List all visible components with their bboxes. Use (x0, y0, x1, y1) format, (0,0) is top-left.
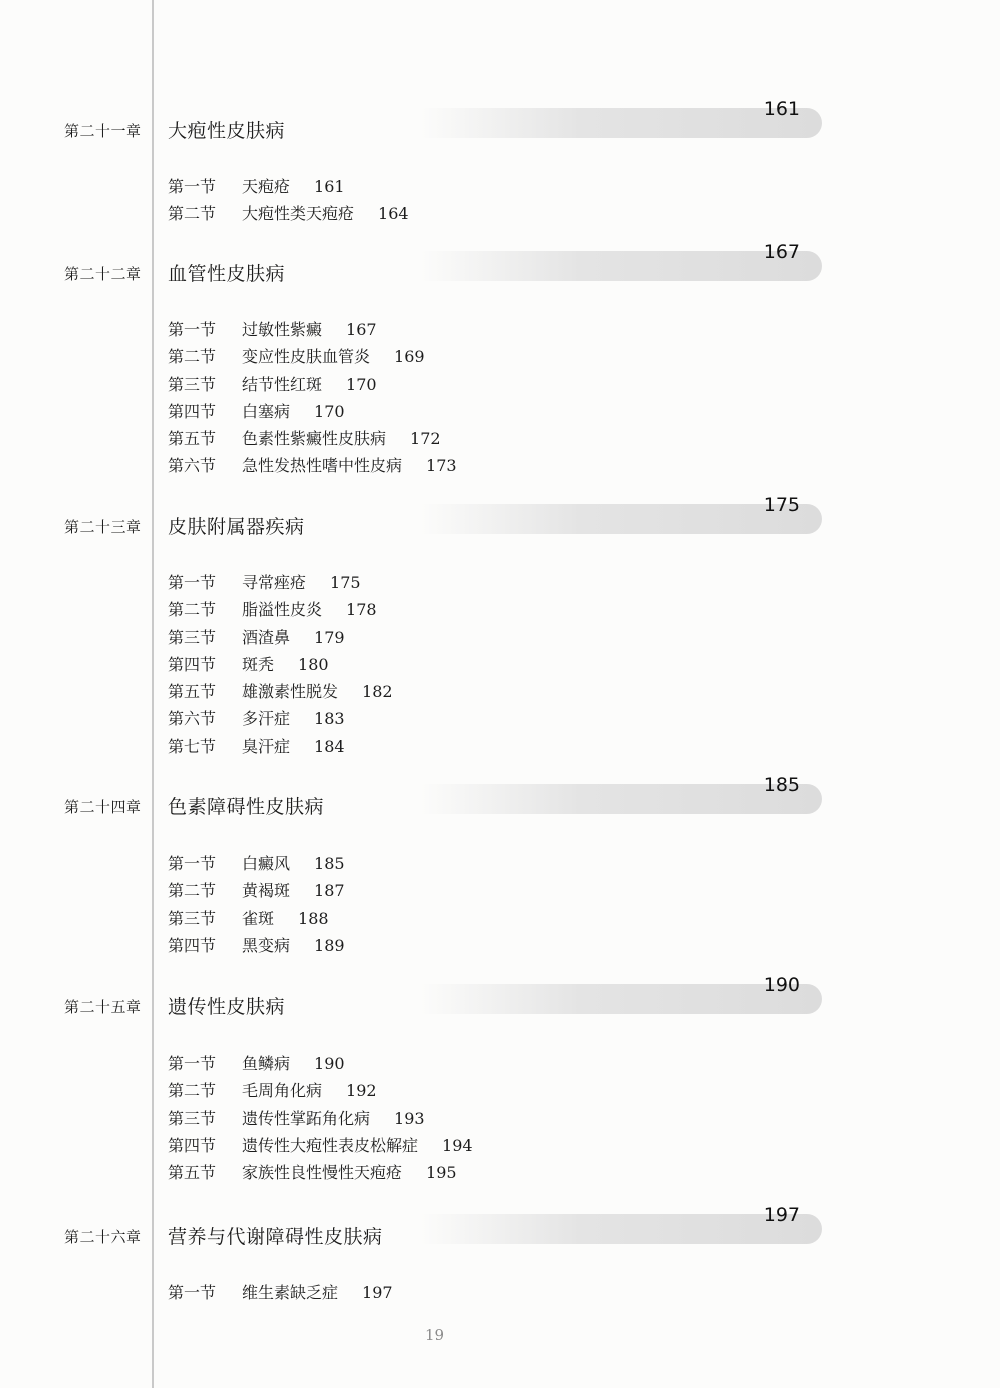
section-page-number: 182 (362, 682, 393, 702)
section-page-number: 161 (314, 177, 345, 196)
chapter-number: 第二十六章 (64, 1228, 142, 1246)
section-label: 第五节 (168, 429, 217, 449)
section-label: 第一节 (168, 1054, 217, 1073)
section-entry[interactable] (168, 176, 409, 203)
section-page-number: 185 (314, 854, 345, 873)
section-entry[interactable] (168, 401, 457, 428)
section-entry[interactable] (168, 455, 457, 482)
section-label: 第五节 (168, 1163, 217, 1183)
section-entry[interactable] (168, 1080, 473, 1107)
chapter-page-bar (420, 974, 822, 1014)
section-entry[interactable] (168, 708, 393, 735)
chapter-number: 第二十一章 (64, 122, 142, 140)
section-entry[interactable] (168, 935, 345, 962)
section-label: 第二节 (168, 204, 217, 224)
section-label: 第四节 (168, 401, 217, 421)
section-page-number: 189 (314, 935, 345, 955)
section-list (168, 853, 345, 962)
chapter-page-number[interactable]: 185 (763, 774, 800, 796)
chapter-title[interactable]: 色素障碍性皮肤病 (168, 796, 325, 818)
section-title: 遗传性大疱性表皮松解症 (242, 1135, 419, 1155)
section-entry[interactable] (168, 1282, 393, 1309)
section-entry[interactable] (168, 736, 393, 763)
section-title: 变应性皮肤血管炎 (242, 347, 371, 367)
section-title: 多汗症 (242, 709, 291, 729)
section-page-number: 195 (426, 1163, 457, 1183)
chapter-number: 第二十四章 (64, 798, 142, 816)
section-list (168, 319, 457, 483)
section-page-number: 187 (314, 881, 345, 901)
vertical-rule (152, 0, 154, 1388)
section-page-number: 183 (314, 709, 345, 729)
section-label: 第二节 (168, 881, 217, 901)
section-page-number: 178 (346, 600, 377, 620)
section-label: 第一节 (168, 573, 217, 592)
section-label: 第三节 (168, 374, 217, 394)
chapter-page-bar (420, 1204, 822, 1244)
section-list (168, 176, 409, 231)
section-label: 第一节 (168, 854, 217, 873)
section-entry[interactable] (168, 1135, 473, 1162)
section-entry[interactable] (168, 374, 457, 401)
section-entry[interactable] (168, 1108, 473, 1135)
section-label: 第二节 (168, 1081, 217, 1101)
section-list (168, 1053, 473, 1189)
chapter-number: 第二十五章 (64, 998, 142, 1016)
section-title: 脂溢性皮炎 (242, 600, 323, 620)
section-title: 过敏性紫癜 (242, 320, 323, 339)
section-page-number: 169 (394, 347, 425, 367)
section-label: 第四节 (168, 935, 217, 955)
section-page-number: 188 (298, 908, 329, 928)
section-entry[interactable] (168, 880, 345, 907)
chapter-page-bar (420, 774, 822, 814)
section-label: 第七节 (168, 736, 217, 756)
section-entry[interactable] (168, 428, 457, 455)
section-page-number: 180 (298, 654, 329, 674)
section-page-number: 192 (346, 1081, 377, 1101)
section-title: 白塞病 (242, 401, 291, 421)
section-title: 白癜风 (242, 854, 291, 873)
section-title: 雀斑 (242, 908, 275, 928)
chapter-title[interactable]: 大疱性皮肤病 (168, 120, 286, 142)
section-title: 鱼鳞病 (242, 1054, 291, 1073)
section-entry[interactable] (168, 1053, 473, 1080)
chapter-page-number[interactable]: 197 (763, 1204, 800, 1226)
chapter-number: 第二十三章 (64, 518, 142, 536)
chapter-number: 第二十二章 (64, 265, 142, 283)
chapter-page-bar (420, 494, 822, 534)
section-page-number: 167 (346, 320, 377, 339)
chapter-page-number[interactable]: 161 (763, 98, 800, 120)
chapter-title[interactable]: 皮肤附属器疾病 (168, 516, 305, 538)
section-title: 黄褐斑 (242, 881, 291, 901)
section-title: 酒渣鼻 (242, 627, 291, 647)
section-label: 第三节 (168, 908, 217, 928)
section-entry[interactable] (168, 627, 393, 654)
section-list (168, 1282, 393, 1309)
section-title: 遗传性掌跖角化病 (242, 1108, 371, 1128)
section-page-number: 173 (426, 456, 457, 476)
section-page-number: 172 (410, 429, 441, 449)
section-page-number: 164 (378, 204, 409, 224)
section-label: 第四节 (168, 1135, 217, 1155)
section-list (168, 572, 393, 763)
section-page-number: 194 (442, 1135, 473, 1155)
chapter-page-bar (420, 98, 822, 138)
section-label: 第六节 (168, 709, 217, 729)
section-entry[interactable] (168, 654, 393, 681)
section-page-number: 175 (330, 573, 361, 592)
section-page-number: 179 (314, 627, 345, 647)
page-folio: 19 (425, 1326, 445, 1344)
section-title: 寻常痤疮 (242, 573, 307, 592)
section-label: 第一节 (168, 1283, 217, 1302)
section-page-number: 190 (314, 1054, 345, 1073)
section-entry[interactable] (168, 599, 393, 626)
section-page-number: 170 (346, 374, 377, 394)
chapter-page-number[interactable]: 175 (763, 494, 800, 516)
section-entry[interactable] (168, 572, 393, 599)
section-title: 斑秃 (242, 654, 275, 674)
section-label: 第二节 (168, 347, 217, 367)
section-page-number: 184 (314, 736, 345, 756)
chapter-title[interactable]: 营养与代谢障碍性皮肤病 (168, 1226, 383, 1248)
chapter-page-number[interactable]: 167 (763, 241, 800, 263)
section-title: 毛周角化病 (242, 1081, 323, 1101)
section-label: 第四节 (168, 654, 217, 674)
section-label: 第五节 (168, 682, 217, 702)
section-title: 雄激素性脱发 (242, 682, 339, 702)
section-page-number: 170 (314, 401, 345, 421)
section-label: 第六节 (168, 456, 217, 476)
section-entry[interactable] (168, 1162, 473, 1189)
section-entry[interactable] (168, 681, 393, 708)
section-title: 维生素缺乏症 (242, 1283, 339, 1302)
section-entry[interactable] (168, 346, 457, 373)
section-entry[interactable] (168, 203, 409, 230)
section-title: 色素性紫癜性皮肤病 (242, 429, 387, 449)
section-label: 第二节 (168, 600, 217, 620)
section-title: 急性发热性嗜中性皮病 (242, 456, 403, 476)
section-entry[interactable] (168, 853, 345, 880)
section-label: 第三节 (168, 1108, 217, 1128)
section-label: 第三节 (168, 627, 217, 647)
section-entry[interactable] (168, 319, 457, 346)
section-page-number: 197 (362, 1283, 393, 1302)
section-label: 第一节 (168, 320, 217, 339)
section-entry[interactable] (168, 908, 345, 935)
chapter-page-bar (420, 241, 822, 281)
chapter-page-number[interactable]: 190 (763, 974, 800, 996)
section-label: 第一节 (168, 177, 217, 196)
section-title: 黑变病 (242, 935, 291, 955)
chapter-title[interactable]: 遗传性皮肤病 (168, 996, 286, 1018)
section-title: 家族性良性慢性天疱疮 (242, 1163, 403, 1183)
section-title: 结节性红斑 (242, 374, 323, 394)
section-title: 天疱疮 (242, 177, 291, 196)
section-title: 臭汗症 (242, 736, 291, 756)
section-title: 大疱性类天疱疮 (242, 204, 355, 224)
section-page-number: 193 (394, 1108, 425, 1128)
chapter-title[interactable]: 血管性皮肤病 (168, 263, 286, 285)
